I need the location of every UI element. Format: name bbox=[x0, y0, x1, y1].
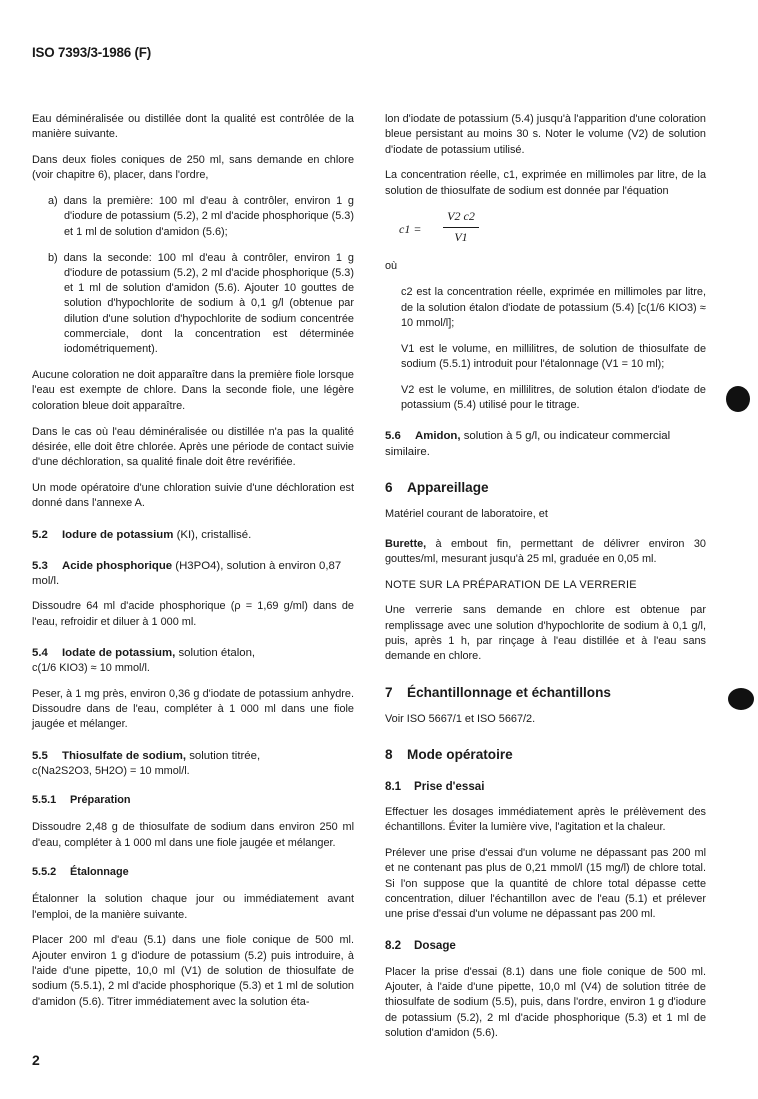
burette-paragraph: Burette, à embout fin, permettant de délivrer environ 30 gouttes/ml, mesurant jusqu'à 25 ml, graduée en 0,05 ml. bbox=[385, 537, 706, 565]
section-8-heading: 8 Mode opératoire bbox=[385, 747, 513, 763]
section-5-5-1-heading: 5.5.1 Préparation bbox=[32, 794, 131, 807]
section-5-5-heading: 5.5 Thiosulfate de sodium, solution titrée, bbox=[32, 749, 261, 762]
definition-c2: c2 est la concentration réelle, exprimée en millimoles par litre, de la solution étalon d'iodate de potassium (5.4) [c(1/6 KIO3) ≈ 10 mmol/l]; bbox=[401, 286, 706, 329]
section-8-2-heading: 8.2 Dosage bbox=[385, 939, 456, 953]
right-column bbox=[385, 112, 706, 1052]
punch-hole-mark bbox=[726, 386, 750, 412]
section-5-2-heading: 5.2 Iodure de potassium (KI), cristallisé. bbox=[32, 528, 252, 541]
paragraph: Peser, à 1 mg près, environ 0,36 g d'iodate de potassium anhydre. Dissoudre dans de l'eau, compléter à 1 000 ml dans une fiole jaugée et mélanger. bbox=[32, 687, 354, 731]
definition-v2: V2 est le volume, en millilitres, de solution étalon d'iodate de potassium (5.4) utilisé pour le titrage. bbox=[401, 383, 706, 412]
section-6-heading: 6 Appareillage bbox=[385, 479, 489, 495]
paragraph: Étalonner la solution chaque jour ou immédiatement avant l'emploi, de la manière suivante. bbox=[32, 893, 354, 921]
fraction-bar bbox=[443, 227, 479, 228]
page-number: 2 bbox=[32, 1052, 40, 1068]
formula-lhs: c1 = bbox=[399, 222, 422, 237]
section-5-6-heading: 5.6 Amidon, solution à 5 g/l, ou indicateur commercial similaire. bbox=[385, 430, 671, 458]
list-item-a: a) dans la première: 100 ml d'eau à contrôler, environ 1 g d'iodure de potassium (5.2), 2 ml d'acide phosphorique (5.3) et 1 ml de solution d'amidon (5.6); bbox=[48, 195, 354, 238]
paragraph: lon d'iodate de potassium (5.4) jusqu'à l'apparition d'une coloration bleue persistant au moins 30 s. Noter le volume (V2) de solution d'iodate de potassium utilisé. bbox=[385, 113, 706, 156]
section-5-4-heading: 5.4 Iodate de potassium, solution étalon, bbox=[32, 647, 256, 660]
note-paragraph: Une verrerie sans demande en chlore est obtenue par remplissage avec une solution d'hypochlorite de sodium à 0,1 g/l, puis, après 1 h, par rinçage à l'eau distillée et à l'eau sans demande en chlore. bbox=[385, 604, 706, 663]
where-label: où bbox=[385, 260, 398, 273]
paragraph: Dissoudre 2,48 g de thiosulfate de sodium dans environ 250 ml d'eau, compléter à 1 000 ml dans une fiole jaugée et mélanger. bbox=[32, 821, 354, 849]
paragraph: Prélever une prise d'essai d'un volume ne dépassant pas 200 ml et ne contenant pas plus de 0,21 mmol/l (15 mg/l) de chlore total. Si l'on suppose que la quantité de chlore total dépasse cette concentration, diluer l'échantillon avec de l'eau (5.1) et prélever une prise d'essai d'un volume ne dépassant pas 200 ml. bbox=[385, 846, 706, 921]
left-column bbox=[32, 112, 354, 1020]
section-8-1-heading: 8.1 Prise d'essai bbox=[385, 779, 485, 793]
paragraph: Effectuer les dosages immédiatement après le prélèvement des échantillons. Éviter la lumière vive, l'agitation et la chaleur. bbox=[385, 805, 706, 834]
section-5-5-2-heading: 5.5.2 Étalonnage bbox=[32, 865, 129, 878]
note-title: NOTE SUR LA PRÉPARATION DE LA VERRERIE bbox=[385, 578, 637, 591]
paragraph: La concentration réelle, c1, exprimée en millimoles par litre, de la solution de thiosulfate de sodium est donnée par l'équation bbox=[385, 169, 706, 197]
paragraph: Eau déminéralisée ou distillée dont la qualité est contrôlée de la manière suivante. bbox=[32, 113, 354, 141]
punch-hole-mark bbox=[728, 688, 754, 710]
section-7-heading: 7 Échantillonnage et échantillons bbox=[385, 684, 611, 700]
section-5-4-concentration: c(1/6 KIO3) ≈ 10 mmol/l. bbox=[32, 662, 150, 675]
paragraph: Un mode opératoire d'une chloration suivie d'une déchloration est donné dans l'annexe A. bbox=[32, 481, 354, 510]
paragraph: Dans deux fioles coniques de 250 ml, sans demande en chlore (voir chapitre 6), placer, dans l'ordre, bbox=[32, 154, 354, 182]
paragraph: Voir ISO 5667/1 et ISO 5667/2. bbox=[385, 712, 536, 725]
concentration-formula bbox=[399, 209, 706, 253]
section-5-5-concentration: c(Na2S2O3, 5H2O) = 10 mmol/l. bbox=[32, 764, 190, 777]
paragraph: Aucune coloration ne doit apparaître dans la première fiole lorsque l'eau est exempte de chlore. Dans la seconde fiole, une légère coloration bleue doit apparaître. bbox=[32, 369, 354, 412]
standard-header: ISO 7393/3-1986 (F) bbox=[32, 45, 152, 60]
formula-denominator: V1 bbox=[454, 229, 468, 244]
section-5-3-heading: 5.3 Acide phosphorique (H3PO4), solution à environ 0,87 mol/l. bbox=[32, 559, 342, 588]
formula-numerator: V2 c2 bbox=[447, 209, 475, 224]
variable-definitions bbox=[385, 285, 706, 413]
paragraph: Dissoudre 64 ml d'acide phosphorique (ρ = 1,69 g/ml) dans de l'eau, refroidir et diluer à 1 000 ml. bbox=[32, 600, 354, 628]
paragraph: Placer la prise d'essai (8.1) dans une fiole conique de 500 ml. Ajouter, à l'aide d'une pipette, 10,0 ml (V4) de solution titrée de thiosulfate de sodium (5.5), puis, dans l'ordre, environ 1 g d'iodure de potassium (5.2), 2 ml d'acide phosphorique (5.3) et 1 ml de solution d'amidon (5.6). bbox=[385, 965, 706, 1039]
procedure-list bbox=[48, 194, 354, 357]
paragraph: Placer 200 ml d'eau (5.1) dans une fiole conique de 500 ml. Ajouter environ 1 g d'iodure de potassium (5.2) puis introduire, à l'aide d'une pipette, 10,0 ml (V1) de solution de thiosulfate de sodium (5.5.1), 2 ml d'acide phosphorique (5.3) et 1 ml de solution d'amidon (5.6). Titrer immédiatement avec la solution éta- bbox=[32, 934, 354, 1008]
paragraph: Dans le cas où l'eau déminéralisée ou distillée n'a pas la qualité désirée, elle doit être chlorée. Après une période de contact suivie d'une déchloration, sa qualité finale doit être revérifiée. bbox=[32, 425, 354, 469]
paragraph: Matériel courant de laboratoire, et bbox=[385, 508, 548, 521]
list-item-b: b) dans la seconde: 100 ml d'eau à contrôler, environ 1 g d'iodure de potassium (5.2), 2 ml d'acide phosphorique (5.3) et 1 ml de solution d'amidon (5.6). Ajouter 10 gouttes de solution d'hypochlorite de sodium à 0,1 g/l (obtenue par dilution d'une solution d'hypochlorite de sodium concentrée commerciale, dont la concentration est déterminée iodométriquement). bbox=[48, 251, 354, 356]
formula-fraction bbox=[443, 209, 479, 245]
definition-v1: V1 est le volume, en millilitres, de solution de thiosulfate de sodium (5.5.1) introduit pour l'étalonnage (V1 = 10 ml); bbox=[401, 342, 706, 370]
